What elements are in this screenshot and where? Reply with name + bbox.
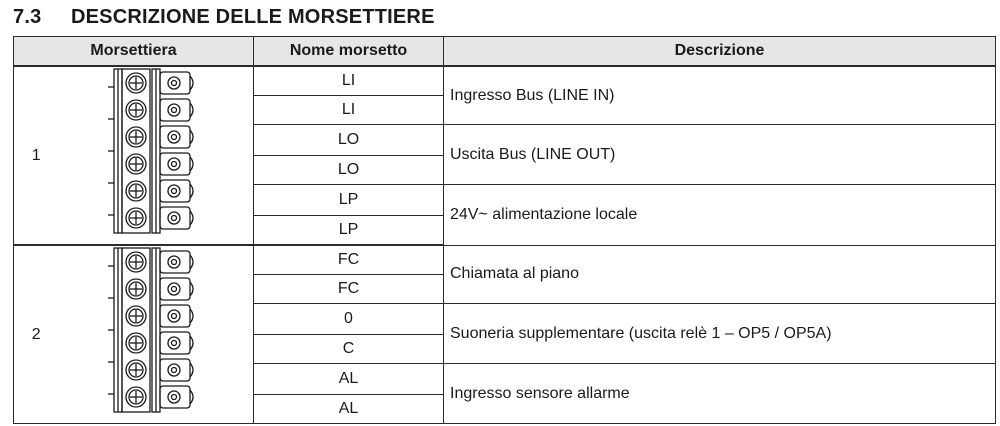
terminal-name: 0 <box>254 304 444 335</box>
header-nome-morsetto: Nome morsetto <box>254 37 444 67</box>
terminal-table <box>13 36 996 424</box>
terminal-description: Suoneria supplementare (uscita relè 1 – OP5 / OP5A) <box>444 304 996 364</box>
terminal-name: C <box>254 335 444 364</box>
section-title: DESCRIZIONE DELLE MORSETTIERE <box>71 6 435 28</box>
terminal-block-connector-icon <box>96 246 216 414</box>
header-morsettiera: Morsettiera <box>14 37 254 67</box>
terminal-name: LO <box>254 125 444 156</box>
terminal-name: LO <box>254 156 444 185</box>
terminal-block-image <box>59 245 254 424</box>
terminal-description: Ingresso Bus (LINE IN) <box>444 66 996 125</box>
table-row <box>14 66 996 96</box>
header-descrizione: Descrizione <box>444 37 996 67</box>
terminal-name: AL <box>254 395 444 424</box>
terminal-description: 24V~ alimentazione locale <box>444 185 996 246</box>
terminal-name: LI <box>254 96 444 125</box>
terminal-name: AL <box>254 364 444 395</box>
terminal-name: LI <box>254 66 444 96</box>
terminal-description: Uscita Bus (LINE OUT) <box>444 125 996 185</box>
terminal-description: Ingresso sensore allarme <box>444 364 996 424</box>
table-header-row <box>14 37 996 67</box>
terminal-description: Chiamata al piano <box>444 245 996 304</box>
terminal-name: LP <box>254 216 444 246</box>
table-row <box>14 245 996 275</box>
terminal-group-2 <box>14 245 996 424</box>
terminal-block-image <box>59 66 254 245</box>
terminal-name: FC <box>254 275 444 304</box>
terminal-name: FC <box>254 245 444 275</box>
terminal-group-1 <box>14 66 996 245</box>
group-index: 2 <box>14 245 59 424</box>
group-index: 1 <box>14 66 59 245</box>
section-heading <box>13 6 435 29</box>
terminal-name: LP <box>254 185 444 216</box>
section-number: 7.3 <box>13 6 42 28</box>
terminal-block-connector-icon <box>96 67 216 235</box>
